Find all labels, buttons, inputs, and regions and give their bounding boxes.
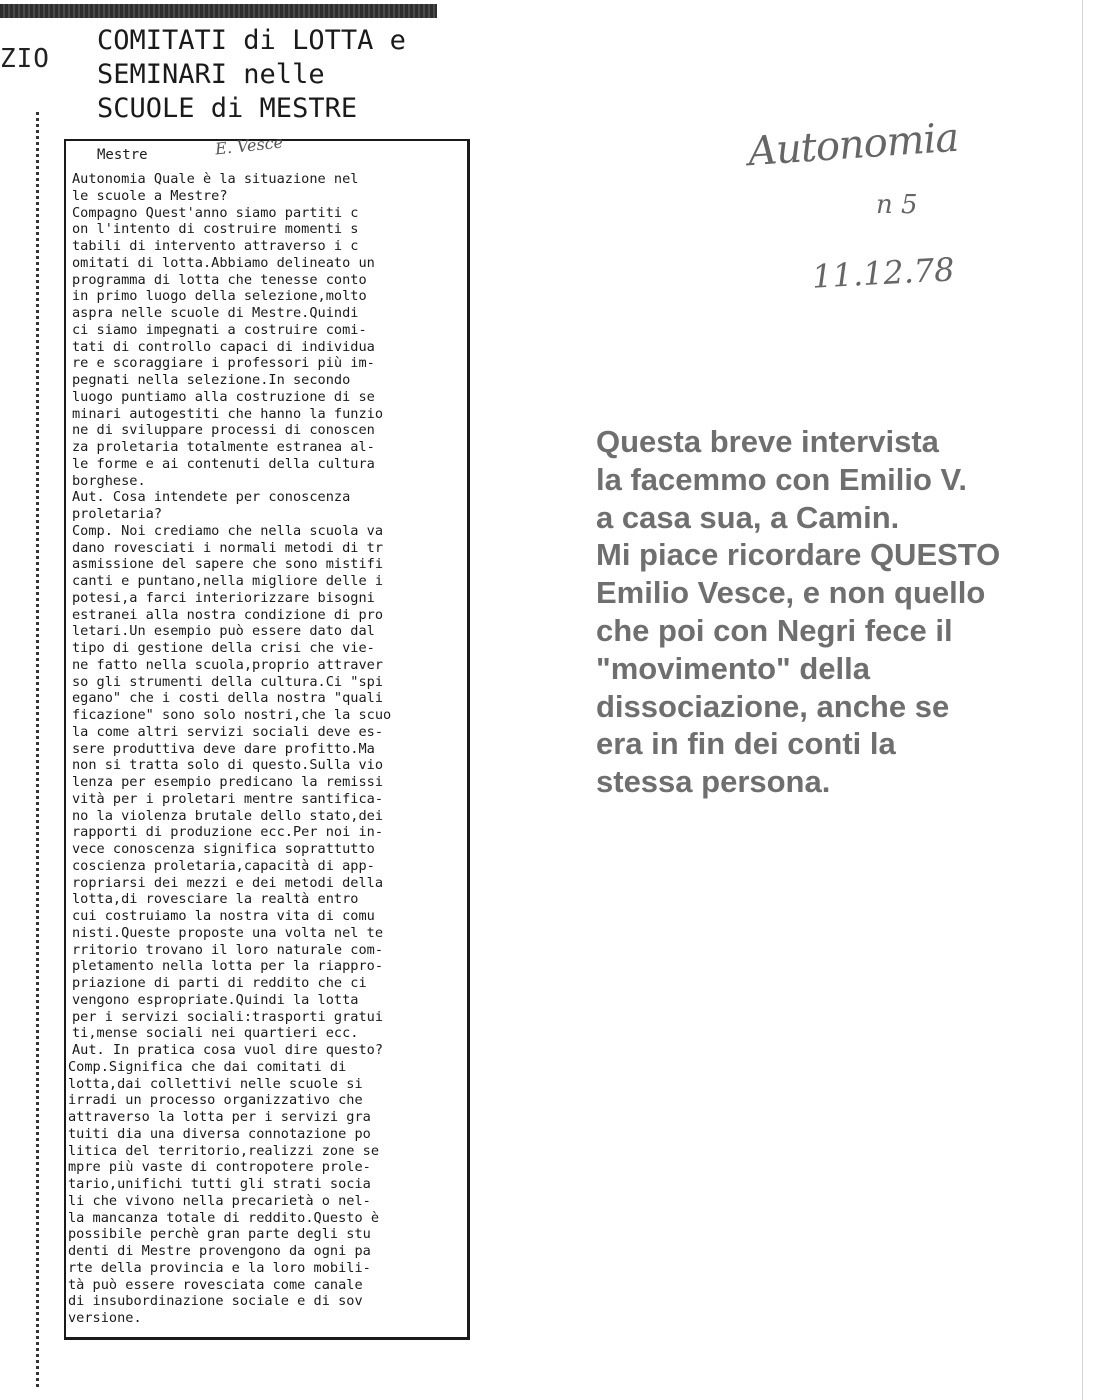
- article-line: le forme e ai contenuti della cultura: [72, 455, 375, 472]
- article-line: li che vivono nella precarietà o nel-: [68, 1192, 371, 1209]
- article-line: irradi un processo organizzativo che: [68, 1092, 363, 1109]
- article-line: ti,mense sociali nei quartieri ecc.: [72, 1025, 359, 1042]
- article-line: tati di controllo capaci di individua: [72, 338, 375, 355]
- handwritten-source: Autonomia: [746, 114, 960, 176]
- article-line: re e scoraggiare i professori più im-: [72, 355, 375, 372]
- article-line: Compagno Quest'anno siamo partiti c: [72, 204, 359, 221]
- article-line: asmissione del sapere che sono mistifi: [72, 556, 383, 573]
- article-line: la mancanza totale di reddito.Questo è: [68, 1209, 379, 1226]
- article-line: egano" che i costi della nostra "quali: [72, 690, 383, 707]
- article-line: vità per i proletari mentre santifica-: [72, 790, 383, 807]
- article-line: mpre più vaste di contropotere prole-: [68, 1159, 371, 1176]
- commentary-block: [596, 423, 1066, 801]
- article-line: pegnati nella selezione.In secondo: [72, 372, 351, 388]
- article-line: za proletaria totalmente estranea al-: [72, 439, 375, 455]
- handwritten-date: 11.12.78: [811, 250, 956, 296]
- article-line: tipo di gestione della crisi che vie-: [72, 640, 375, 656]
- headline-line-3: SCUOLE di MESTRE: [97, 93, 358, 124]
- article-line: rritorio trovano il loro naturale com-: [72, 941, 383, 958]
- article-line: estranei alla nostra condizione di pro: [72, 606, 383, 623]
- article-line: no la violenza brutale dello stato,dei: [72, 807, 383, 824]
- article-line: luogo puntiamo alla costruzione di se: [72, 388, 375, 405]
- article-line: canti e puntano,nella migliore delle i: [72, 573, 383, 589]
- handwritten-issue: n 5: [876, 190, 918, 220]
- article-line: ne fatto nella scuola,proprio attraver: [72, 656, 383, 673]
- article-line: borghese.: [72, 472, 146, 489]
- article-line: omitati di lotta.Abbiamo delineato un: [72, 254, 375, 271]
- article-line: ropriarsi dei mezzi e dei metodi della: [72, 874, 383, 891]
- commentary-line: Mi piace ricordare QUESTO: [596, 537, 1001, 573]
- commentary-line: dissociazione, anche se: [596, 688, 950, 724]
- article-line: ci siamo impegnati a costruire comi-: [72, 321, 367, 338]
- article-line: Aut. In pratica cosa vuol dire questo?: [72, 1042, 383, 1058]
- article-line: denti di Mestre provengono da ogni pa: [68, 1243, 371, 1259]
- article-line: le scuole a Mestre?: [72, 187, 228, 204]
- article-line: di insubordinazione sociale e di sov: [68, 1293, 363, 1310]
- commentary-line: era in fin dei conti la: [596, 726, 896, 762]
- article-line: aspra nelle scuole di Mestre.Quindi: [72, 305, 359, 321]
- commentary-line: "movimento" della: [596, 650, 871, 686]
- article-line: dano rovesciati i normali metodi di tr: [72, 539, 383, 556]
- article-line: Comp. Noi crediamo che nella scuola va: [72, 522, 383, 539]
- article-line: minari autogestiti che hanno la funzio: [72, 405, 383, 422]
- commentary-line: Emilio Vesce, e non quello: [596, 575, 986, 611]
- article-line: possibile perchè gran parte degli stu: [68, 1226, 371, 1243]
- dateline: Mestre: [97, 147, 148, 163]
- article-line: letari.Un esempio può essere dato dal: [72, 623, 375, 640]
- article-line: per i servizi sociali:trasporti gratui: [72, 1008, 383, 1025]
- commentary-line: la facemmo con Emilio V.: [596, 461, 967, 497]
- article-line: vece conoscenza significa soprattutto: [72, 841, 375, 857]
- article-line: lenza per esempio predicano la remissi: [72, 774, 383, 790]
- article-line: litica del territorio,realizzi zone se: [68, 1142, 379, 1159]
- article-line: ne di sviluppare processi di conoscen: [72, 422, 375, 439]
- article-line: Aut. Cosa intendete per conoscenza: [72, 489, 351, 506]
- article-line: so gli strumenti della cultura.Ci "spi: [72, 673, 383, 690]
- article-line: ficazione" sono solo nostri,che la scuo: [72, 707, 392, 723]
- article-line: versione.: [68, 1310, 142, 1326]
- article-line: lotta,di rovesciare la realtà entro: [72, 891, 359, 908]
- article-line: cui costruiamo la nostra vita di comu: [72, 908, 375, 924]
- article-line: la come altri servizi sociali deve es-: [72, 723, 383, 740]
- commentary-line: a casa sua, a Camin.: [596, 499, 900, 535]
- headline-line-1: COMITATI di LOTTA e: [97, 25, 406, 56]
- article-line: in primo luogo della selezione,molto: [72, 288, 367, 305]
- commentary-line: che poi con Negri fece il: [596, 612, 953, 648]
- article-line: tà può essere rovesciata come canale: [68, 1276, 363, 1293]
- article-line: non si tratta solo di questo.Sulla vio: [72, 757, 383, 774]
- article-line: sere produttiva deve dare profitto.Ma: [72, 740, 375, 757]
- article-line: on l'intento di costruire momenti s: [72, 221, 359, 238]
- article-line: programma di lotta che tenesse conto: [72, 271, 367, 288]
- article-line: pletamento nella lotta per la riappro-: [72, 958, 383, 975]
- handwritten-signature-note: E. Vesce: [214, 132, 284, 159]
- article-body: [68, 171, 467, 1327]
- article-line: nisti.Queste proposte una volta nel te: [72, 924, 383, 941]
- article-line: rte della provincia e la loro mobili-: [68, 1259, 371, 1276]
- article-line: coscienza proletaria,capacità di app-: [72, 857, 375, 874]
- article-line: priazione di parti di reddito che ci: [72, 975, 367, 991]
- article-line: vengono espropriate.Quindi la lotta: [72, 991, 359, 1008]
- article-line: tario,unifichi tutti gli strati socia: [68, 1176, 371, 1192]
- commentary-line: stessa persona.: [596, 764, 831, 800]
- article-line: Comp.Significa che dai comitati di: [68, 1058, 347, 1075]
- scan-top-bar: [0, 4, 437, 18]
- edge-text-fragment: ZIO: [0, 44, 50, 74]
- page-edge: [1082, 0, 1083, 1400]
- commentary-line: Questa breve intervista: [596, 424, 939, 459]
- headline-line-2: SEMINARI nelle: [97, 59, 325, 90]
- article-line: potesi,a farci interiorizzare bisogni: [72, 589, 375, 606]
- dotted-border: [36, 112, 39, 1387]
- article-line: Autonomia Quale è la situazione nel: [72, 171, 359, 187]
- article-line: tabili di intervento attraverso i c: [72, 238, 359, 254]
- article-line: rapporti di produzione ecc.Per noi in-: [72, 824, 383, 841]
- article-line: proletaria?: [72, 506, 163, 522]
- article-line: lotta,dai collettivi nelle scuole si: [68, 1075, 363, 1092]
- clipping-headline: [97, 24, 437, 126]
- article-line: tuiti dia una diversa connotazione po: [68, 1125, 371, 1142]
- article-line: attraverso la lotta per i servizi gra: [68, 1109, 371, 1125]
